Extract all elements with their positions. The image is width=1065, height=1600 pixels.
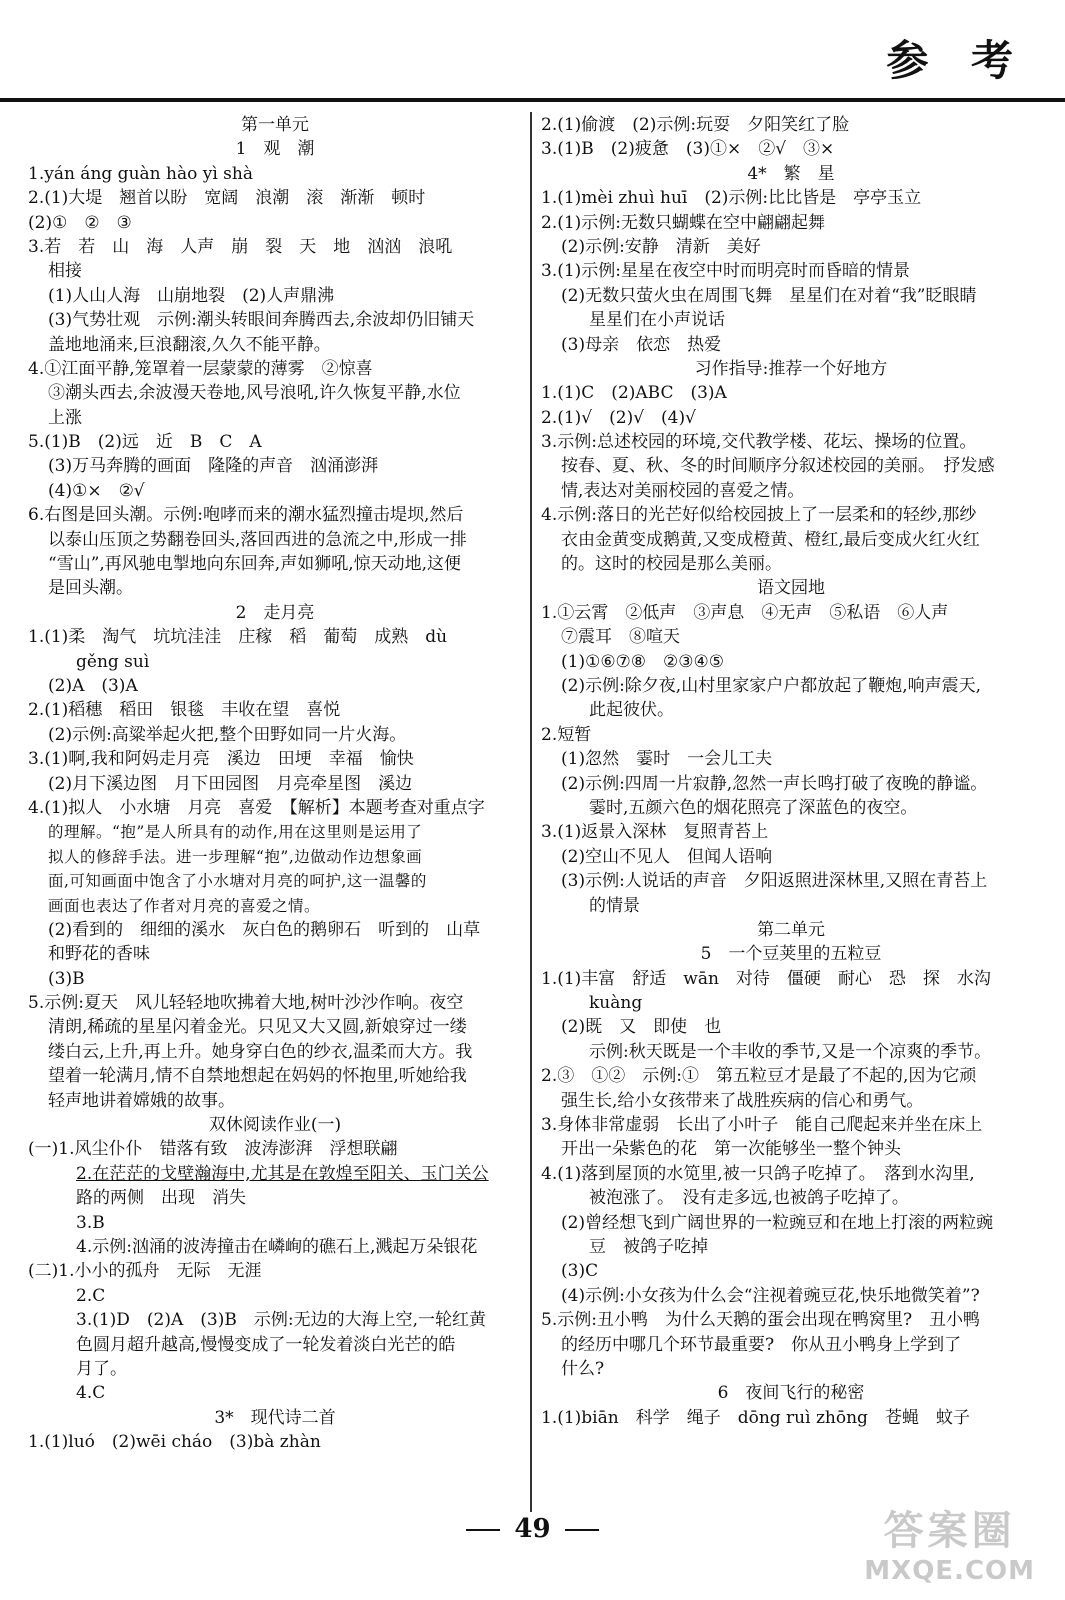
- answer-line: [541, 479, 1041, 503]
- answer-line: [541, 747, 1041, 771]
- answer-line: [28, 1211, 522, 1235]
- answer-line: [541, 796, 1041, 820]
- answer-text: (2)看到的 细细的溪水 灰白色的鹅卵石 听到的 山草: [48, 919, 481, 940]
- answer-text: 开出一朵紫色的花 第一次能够坐一整个钟头: [561, 1139, 901, 1160]
- answer-text: 什么?: [561, 1358, 605, 1379]
- answer-text: 被泡涨了。 没有走多远,也被鸽子吃掉了。: [589, 1188, 909, 1209]
- answer-line: [541, 942, 1041, 966]
- answer-line: [28, 186, 522, 210]
- answer-text: 6.右图是回头潮。示例:咆哮而来的潮水猛烈撞击堤坝,然后: [28, 505, 464, 526]
- answer-line: [28, 1259, 522, 1283]
- answer-text: 霎时,五颜六色的烟花照亮了深蓝色的夜空。: [589, 797, 918, 818]
- answer-line: [28, 1284, 522, 1308]
- answer-line: [28, 674, 522, 698]
- answer-text: (2)无数只萤火虫在周围飞舞 星星们在对着“我”眨眼睛: [561, 285, 977, 306]
- answer-line: [541, 284, 1041, 308]
- answer-text: 3.(1)示例:星星在夜空中时而明亮时而昏暗的情景: [541, 261, 911, 282]
- answer-text: 3.若 若 山 海 人声 崩 裂 天 地 汹汹 浪吼: [28, 236, 453, 257]
- answer-line: [28, 1089, 522, 1113]
- answer-text: 和野花的香味: [48, 944, 150, 965]
- answer-line: [28, 1235, 522, 1259]
- answer-line: [28, 381, 522, 405]
- answer-text: 3.(1)D (2)A (3)B 示例:无边的大海上空,一轮红黄: [76, 1310, 486, 1331]
- answer-line: [28, 698, 522, 722]
- answer-line: [541, 1015, 1041, 1039]
- answer-line: [28, 357, 522, 381]
- answer-text: 6 夜间飞行的秘密: [717, 1383, 865, 1404]
- column-divider: [530, 112, 532, 1512]
- answer-line: [541, 1333, 1041, 1357]
- answer-line: [28, 942, 522, 966]
- answer-line: [541, 552, 1041, 576]
- answer-text: 的情景: [589, 895, 640, 916]
- answer-line: [541, 308, 1041, 332]
- answer-line: [541, 503, 1041, 527]
- answer-text: 3.(1)返景入深林 复照青苔上: [541, 822, 769, 843]
- answer-text: 3* 现代诗二首: [214, 1407, 336, 1428]
- answer-line: [541, 869, 1041, 893]
- answer-line: [28, 747, 522, 771]
- answer-line: [541, 1089, 1041, 1113]
- answer-text: 月了。: [76, 1358, 127, 1379]
- answer-text: 情,表达对美丽校园的喜爱之情。: [561, 480, 805, 501]
- answer-line: [28, 967, 522, 991]
- answer-line: [541, 894, 1041, 918]
- answer-line: [541, 211, 1041, 235]
- answer-text: 2.(1)稻穗 稻田 银毯 丰收在望 喜悦: [28, 700, 341, 721]
- answer-text: 5.(1)B (2)远 近 B C A: [28, 432, 262, 453]
- answer-text: 的理解。“抱”是人所具有的动作,用在这里则是运用了: [48, 823, 423, 842]
- answer-text: 3.B: [76, 1212, 105, 1233]
- answer-text: 衣由金黄变成鹅黄,又变成橙黄、橙红,最后变成火红火红: [561, 529, 980, 550]
- answer-line: [541, 1186, 1041, 1210]
- answer-line: [541, 381, 1041, 405]
- answer-text: 4.(1)拟人 小水塘 月亮 喜爱 【解析】本题考查对重点字: [28, 797, 485, 818]
- answer-line: [541, 1235, 1041, 1259]
- answer-text: (3)B: [48, 968, 85, 989]
- answer-text: 1.(1)luó (2)wēi cháo (3)bà zhàn: [28, 1432, 321, 1453]
- answer-line: [28, 454, 522, 478]
- answer-text: 4.①江面平静,笼罩着一层蒙蒙的薄雾 ②惊喜: [28, 358, 373, 379]
- answer-line: [541, 1064, 1041, 1088]
- answer-line: [28, 479, 522, 503]
- answer-text: 2.短暂: [541, 724, 592, 745]
- answer-text: 习作指导:推荐一个好地方: [694, 358, 888, 379]
- page-number: 49: [514, 1514, 551, 1544]
- answer-text: (4)①× ②√: [48, 480, 145, 501]
- answer-text: 2.(1)√ (2)√ (4)√: [541, 407, 696, 428]
- answer-line: [28, 650, 522, 674]
- answer-line: [541, 1259, 1041, 1283]
- answer-text: 拟人的修辞手法。进一步理解“抱”,边做动作边想象画: [48, 847, 423, 866]
- answer-line: [541, 1357, 1041, 1381]
- answer-line: [541, 162, 1041, 186]
- answer-text: (2)示例:除夕夜,山村里家家户户都放起了鞭炮,响声震天,: [561, 675, 982, 696]
- answer-line: [28, 820, 522, 844]
- answer-line: [541, 991, 1041, 1015]
- answer-text: 星星们在小声说话: [589, 310, 725, 331]
- answer-text: (3)万马奔腾的画面 隆隆的声音 汹涌澎湃: [48, 456, 379, 477]
- answer-text: 1.①云霄 ②低声 ③声息 ④无声 ⑤私语 ⑥人声: [541, 602, 949, 623]
- answer-line: [541, 723, 1041, 747]
- answer-text: (4)示例:小女孩为什么会“注视着豌豆花,快乐地微笑着”?: [561, 1285, 980, 1306]
- answer-line: [28, 1113, 522, 1137]
- answer-line: [28, 235, 522, 259]
- answer-line: [28, 1308, 522, 1332]
- answer-text: (2)示例:四周一片寂静,忽然一声长鸣打破了夜晚的静谧。: [561, 773, 988, 794]
- answer-text: 1.(1)mèi zhuì huī (2)示例:比比皆是 亭亭玉立: [541, 188, 922, 209]
- answer-line: [28, 284, 522, 308]
- answer-text: 以泰山压顶之势翻卷回头,落回西进的急流之中,形成一排: [48, 529, 467, 550]
- answer-line: [541, 918, 1041, 942]
- footer-dash-right: [565, 1529, 599, 1531]
- answer-line: [541, 186, 1041, 210]
- answer-line: [541, 113, 1041, 137]
- answer-text: 色圆月超升越高,慢慢变成了一轮发着淡白光芒的皓: [76, 1334, 456, 1355]
- answer-line: [28, 1162, 522, 1186]
- answer-text: (3)气势壮观 示例:潮头转眼间奔腾西去,余波却仍旧铺天: [48, 310, 475, 331]
- answer-line: [28, 991, 522, 1015]
- answer-text: 缕白云,上升,再上升。她身穿白色的纱衣,温柔而大方。我: [48, 1041, 473, 1062]
- answer-text: ⑦震耳 ⑧喧天: [561, 627, 680, 648]
- answer-text: 4.C: [76, 1383, 106, 1404]
- answer-line: [28, 1406, 522, 1430]
- answer-line: [28, 576, 522, 600]
- answer-text: (2)空山不见人 但闻人语响: [561, 846, 773, 867]
- answer-line: [28, 894, 522, 918]
- answer-line: [541, 650, 1041, 674]
- answer-line: [541, 1211, 1041, 1235]
- answer-text: 望着一轮满月,情不自禁地想起在妈妈的怀抱里,听她给我: [48, 1066, 467, 1087]
- answer-text: (2)既 又 即使 也: [561, 1017, 722, 1038]
- answer-text: (2)A (3)A: [48, 675, 138, 696]
- answer-line: [28, 869, 522, 893]
- answer-line: [541, 454, 1041, 478]
- answer-text: (2)示例:安静 清新 美好: [561, 236, 761, 257]
- answer-text: 第一单元: [241, 115, 309, 135]
- answer-text: 强生长,给小女孩带来了战胜疾病的信心和勇气。: [561, 1090, 924, 1111]
- answer-line: [28, 1186, 522, 1210]
- answer-text: “雪山”,再风驰电掣地向东回奔,声如狮吼,惊天动地,这便: [48, 554, 461, 575]
- right-column: [541, 113, 1041, 1430]
- answer-text: 1.(1)柔 淘气 坑坑洼洼 庄稼 稻 葡萄 成熟 dù: [28, 627, 448, 648]
- answer-line: [541, 528, 1041, 552]
- watermark-text: 答案圈: [883, 1508, 1016, 1554]
- answer-text: 按春、夏、秋、冬的时间顺序分叙述校园的美丽。 抒发感: [561, 456, 995, 477]
- answer-text: 5 一个豆荚里的五粒豆: [700, 944, 882, 965]
- answer-line: [28, 1015, 522, 1039]
- watermark-url: MXQE.COM: [864, 1556, 1035, 1586]
- answer-line: [28, 308, 522, 332]
- answer-text: 盖地地涌来,巨浪翻滚,久久不能平静。: [48, 334, 331, 355]
- answer-line: [541, 1040, 1041, 1064]
- answer-line: [28, 406, 522, 430]
- answer-text: 面,可知画面中饱含了小水塘对月亮的呵护,这一温馨的: [48, 872, 427, 891]
- answer-text: 3.(1)B (2)疲惫 (3)①× ②√ ③×: [541, 139, 835, 160]
- answer-line: [28, 211, 522, 235]
- answer-line: [541, 235, 1041, 259]
- answer-text: gěng suì: [76, 651, 150, 672]
- answer-text: 3.(1)啊,我和阿妈走月亮 溪边 田埂 幸福 愉快: [28, 749, 414, 770]
- answer-line: [541, 357, 1041, 381]
- answer-text: 1.yán áng guàn hào yì shà: [28, 163, 253, 184]
- answer-text: (3)C: [561, 1261, 599, 1282]
- answer-line: [28, 137, 522, 161]
- answer-text: (3)母亲 依恋 热爱: [561, 334, 722, 355]
- answer-line: [28, 430, 522, 454]
- answer-line: [541, 674, 1041, 698]
- answer-text: 1 观 潮: [235, 139, 315, 160]
- answer-text: (2)示例:高粱举起火把,整个田野如同一片火海。: [48, 724, 407, 745]
- answer-line: [541, 137, 1041, 161]
- answer-text: (3)示例:人说话的声音 夕阳返照进深林里,又照在青苔上: [561, 871, 988, 892]
- answer-line: [541, 430, 1041, 454]
- answer-text: 轻声地讲着嫦娥的故事。: [48, 1090, 235, 1111]
- answer-line: [28, 625, 522, 649]
- answer-text: 路的两侧 出现 消失: [76, 1188, 246, 1209]
- answer-line: [28, 1137, 522, 1161]
- answer-text: 第二单元: [757, 919, 825, 940]
- answer-text: 上涨: [48, 407, 82, 428]
- answer-line: [28, 1381, 522, 1405]
- answer-text: 清朗,稀疏的星星闪着金光。只见又大又圆,新娘穿过一缕: [48, 1017, 467, 1038]
- answer-text: 4.(1)落到屋顶的水笕里,被一只鸽子吃掉了。 落到水沟里,: [541, 1163, 975, 1184]
- answer-text: 2.(1)偷渡 (2)示例:玩耍 夕阳笑红了脸: [541, 115, 850, 135]
- answer-line: [541, 1113, 1041, 1137]
- answer-line: [28, 1357, 522, 1381]
- footer-dash-left: [466, 1529, 500, 1531]
- answer-text: 是回头潮。: [48, 578, 133, 599]
- answer-line: [541, 1284, 1041, 1308]
- header-rule: [0, 98, 1065, 102]
- answer-text: (1)①⑥⑦⑧ ②③④⑤: [561, 651, 725, 672]
- answer-line: [541, 576, 1041, 600]
- answer-text: 4.示例:落日的光芒好似给校园披上了一层柔和的轻纱,那纱: [541, 505, 977, 526]
- answer-text: 2.C: [76, 1285, 106, 1306]
- answer-text: 2.(1)大堤 翘首以盼 宽阔 浪潮 滚 渐渐 顿时: [28, 188, 426, 209]
- watermark-logo: [864, 1499, 1035, 1586]
- answer-text: ③潮头西去,余波漫天卷地,风号浪吼,许久恢复平静,水位: [48, 383, 461, 404]
- answer-text: 4* 繁 星: [747, 163, 835, 184]
- answer-line: [541, 333, 1041, 357]
- answer-line: [28, 772, 522, 796]
- answer-line: [541, 406, 1041, 430]
- answer-text: 4.示例:汹涌的波涛撞击在嶙峋的礁石上,溅起万朵银花: [76, 1236, 478, 1257]
- answer-line: [541, 1406, 1041, 1430]
- answer-text: 双休阅读作业(一): [208, 1115, 342, 1136]
- answer-text: 画面也表达了作者对月亮的喜爱之情。: [48, 896, 321, 915]
- answer-line: [541, 1308, 1041, 1332]
- answer-text: 1.(1)biān 科学 绳子 dōng ruì zhōng 苍蝇 蚊子: [541, 1407, 970, 1428]
- answer-text: 5.示例:丑小鸭 为什么天鹅的蛋会出现在鸭窝里? 丑小鸭: [541, 1310, 981, 1331]
- answer-text: 1.(1)丰富 舒适 wān 对待 僵硬 耐心 恐 探 水沟: [541, 968, 991, 989]
- answer-text: 5.示例:夏天 风儿轻轻地吹拂着大地,树叶沙沙作响。夜空: [28, 993, 464, 1014]
- answer-text: (1)人山人海 山崩地裂 (2)人声鼎沸: [48, 285, 335, 306]
- answer-line: [28, 796, 522, 820]
- answer-text: 3.身体非常虚弱 长出了小叶子 能自己爬起来并坐在床上: [541, 1115, 983, 1136]
- answer-text: 此起彼伏。: [589, 700, 674, 721]
- answer-text: 2.在茫茫的戈壁瀚海中,尤其是在敦煌至阳关、玉门关公: [76, 1163, 489, 1184]
- page-header-title: 参 考: [886, 36, 1027, 85]
- answer-text: kuàng: [589, 993, 643, 1014]
- answer-text: (2)① ② ③: [28, 212, 132, 233]
- answer-text: (一)1.风尘仆仆 错落有致 波涛澎湃 浮想联翩: [28, 1139, 398, 1160]
- answer-text: (二)1.小小的孤舟 无际 无涯: [28, 1261, 262, 1282]
- answer-line: [541, 601, 1041, 625]
- answer-text: (2)月下溪边图 月下田园图 月亮牵星图 溪边: [48, 773, 413, 794]
- answer-line: [28, 845, 522, 869]
- answer-line: [28, 723, 522, 747]
- left-column: [28, 113, 522, 1454]
- answer-text: 相接: [48, 261, 82, 282]
- answer-line: [28, 503, 522, 527]
- answer-line: [28, 333, 522, 357]
- answer-line: [28, 601, 522, 625]
- answer-line: [28, 113, 522, 137]
- answer-text: (2)曾经想飞到广阔世界的一粒豌豆和在地上打滚的两粒豌: [561, 1212, 994, 1233]
- answer-text: 示例:秋天既是一个丰收的季节,又是一个凉爽的季节。: [589, 1041, 992, 1062]
- answer-line: [28, 1040, 522, 1064]
- answer-text: 2 走月亮: [235, 602, 315, 623]
- answer-line: [28, 528, 522, 552]
- answer-line: [28, 259, 522, 283]
- answer-line: [28, 1430, 522, 1454]
- answer-line: [28, 162, 522, 186]
- answer-line: [28, 918, 522, 942]
- answer-line: [541, 1381, 1041, 1405]
- answer-line: [28, 552, 522, 576]
- answer-line: [541, 845, 1041, 869]
- answer-line: [541, 625, 1041, 649]
- answer-line: [28, 1064, 522, 1088]
- answer-text: (1)忽然 霎时 一会儿工夫: [561, 749, 773, 770]
- answer-text: 的经历中哪几个环节最重要? 你从丑小鸭身上学到了: [561, 1334, 962, 1355]
- answer-text: 2.(1)示例:无数只蝴蝶在空中翩翩起舞: [541, 212, 826, 233]
- answer-line: [541, 259, 1041, 283]
- answer-line: [541, 820, 1041, 844]
- answer-text: 语文园地: [757, 578, 825, 599]
- answer-text: 1.(1)C (2)ABC (3)A: [541, 383, 727, 404]
- answer-line: [541, 967, 1041, 991]
- answer-line: [541, 698, 1041, 722]
- answer-text: 2.③ ①② 示例:① 第五粒豆才是最了不起的,因为它顽: [541, 1066, 977, 1087]
- answer-text: 3.示例:总述校园的环境,交代教学楼、花坛、操场的位置。: [541, 432, 977, 453]
- answer-line: [541, 772, 1041, 796]
- answer-text: 豆 被鸽子吃掉: [589, 1236, 708, 1257]
- answer-line: [28, 1333, 522, 1357]
- answer-line: [541, 1162, 1041, 1186]
- answer-text: 的。这时的校园是那么美丽。: [561, 554, 782, 575]
- answer-line: [541, 1137, 1041, 1161]
